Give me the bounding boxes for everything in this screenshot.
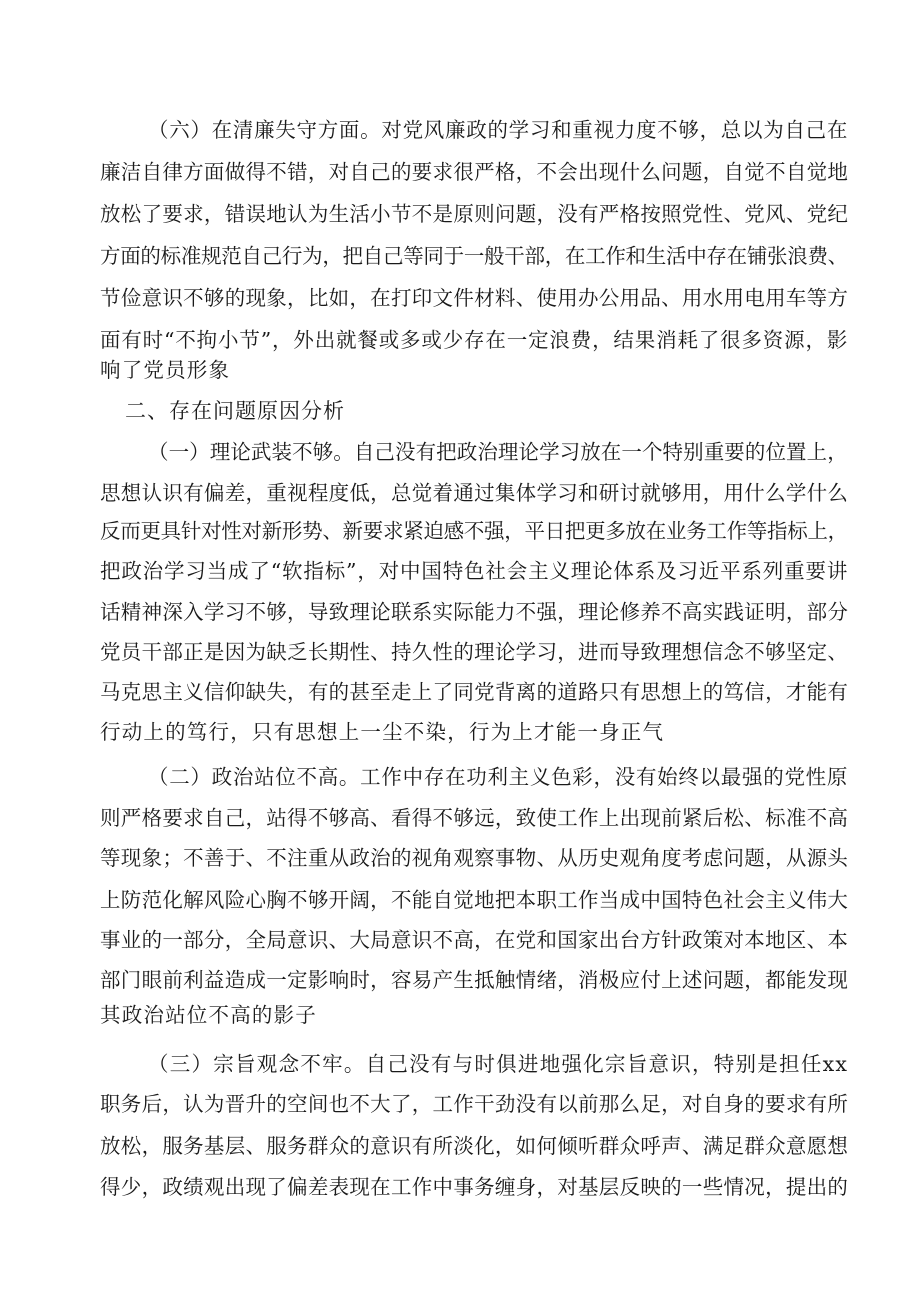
paragraph-line: 响了党员形象 [100, 358, 231, 382]
paragraph-line: （一）理论武装不够。自己没有把政治理论学习放在一个特别重要的位置上， [148, 440, 848, 464]
paragraph-line: 行动上的笃行，只有思想上一尘不染，行为上才能一身正气 [100, 720, 665, 744]
paragraph-line: 党员干部正是因为缺乏长期性、持久性的理论学习，进而导致理想信念不够坚定、 [100, 640, 849, 664]
paragraph-line: 马克思主义信仰缺失，有的甚至走上了同党背离的道路只有思想上的笃信，才能有 [100, 680, 849, 704]
paragraph-line: 上防范化解风险心胸不够开阔，不能自觉地把本职工作当成中国特色社会主义伟大 [100, 888, 849, 912]
paragraph-line: 其政治站位不高的影子 [100, 1003, 317, 1027]
paragraph-line: 把政治学习当成了“软指标”，对中国特色社会主义理论体系及习近平系列重要讲 [100, 559, 849, 583]
paragraph-line: 职务后，认为晋升的空间也不大了，工作干劲没有以前那么足，对自身的要求有所 [100, 1092, 849, 1116]
paragraph-line: （六）在清廉失守方面。对党风廉政的学习和重视力度不够，总以为自己在 [148, 118, 849, 142]
paragraph-line: （三）宗旨观念不牢。自己没有与时俱进地强化宗旨意识，特别是担任xx [148, 1052, 849, 1076]
paragraph-line: 等现象；不善于、不注重从政治的视角观察事物、从历史观角度考虑问题，从源头 [100, 846, 849, 870]
paragraph-line: 放松了要求，错误地认为生活小节不是原则问题，没有严格按照党性、党风、党纪 [100, 202, 849, 226]
paragraph-line: 放松，服务基层、服务群众的意识有所淡化，如何倾听群众呼声、满足群众意愿想 [100, 1134, 849, 1158]
paragraph-line: 部门眼前利益造成一定影响时，容易产生抵触情绪，消极应付上述问题，都能发现 [100, 968, 849, 992]
paragraph-line: 方面的标准规范自己行为，把自己等同于一般干部，在工作和生活中存在铺张浪费、 [100, 244, 848, 268]
paragraph-line: 思想认识有偏差，重视程度低，总觉着通过集体学习和研讨就够用，用什么学什么 [100, 481, 849, 505]
paragraph-line: 则严格要求自己，站得不够高、看得不够远，致使工作上出现前紧后松、标准不高 [100, 806, 849, 830]
paragraph-line: 事业的一部分，全局意识、大局意识不高，在党和国家出台方针政策对本地区、本 [100, 928, 849, 952]
paragraph-line: 反而更具针对性对新形势、新要求紧迫感不强，平日把更多放在业务工作等指标上， [100, 519, 848, 543]
paragraph-line: 节俭意识不够的现象，比如，在打印文件材料、使用办公用品、用水用电用车等方 [100, 286, 849, 310]
paragraph-line: 廉洁自律方面做得不错，对自己的要求很严格，不会出现什么问题，自觉不自觉地 [100, 160, 849, 184]
paragraph-line: （二）政治站位不高。工作中存在功利主义色彩，没有始终以最强的党性原 [148, 765, 849, 789]
paragraph-line: 面有时“不拘小节”，外出就餐或多或少存在一定浪费，结果消耗了很多资源，影 [100, 328, 849, 352]
section-heading: 二、存在问题原因分析 [125, 399, 345, 423]
paragraph-line: 得少，政绩观出现了偏差表现在工作中事务缠身，对基层反映的一些情况，提出的 [100, 1175, 849, 1199]
paragraph-line: 话精神深入学习不够，导致理论联系实际能力不强，理论修养不高实践证明，部分 [100, 600, 849, 624]
